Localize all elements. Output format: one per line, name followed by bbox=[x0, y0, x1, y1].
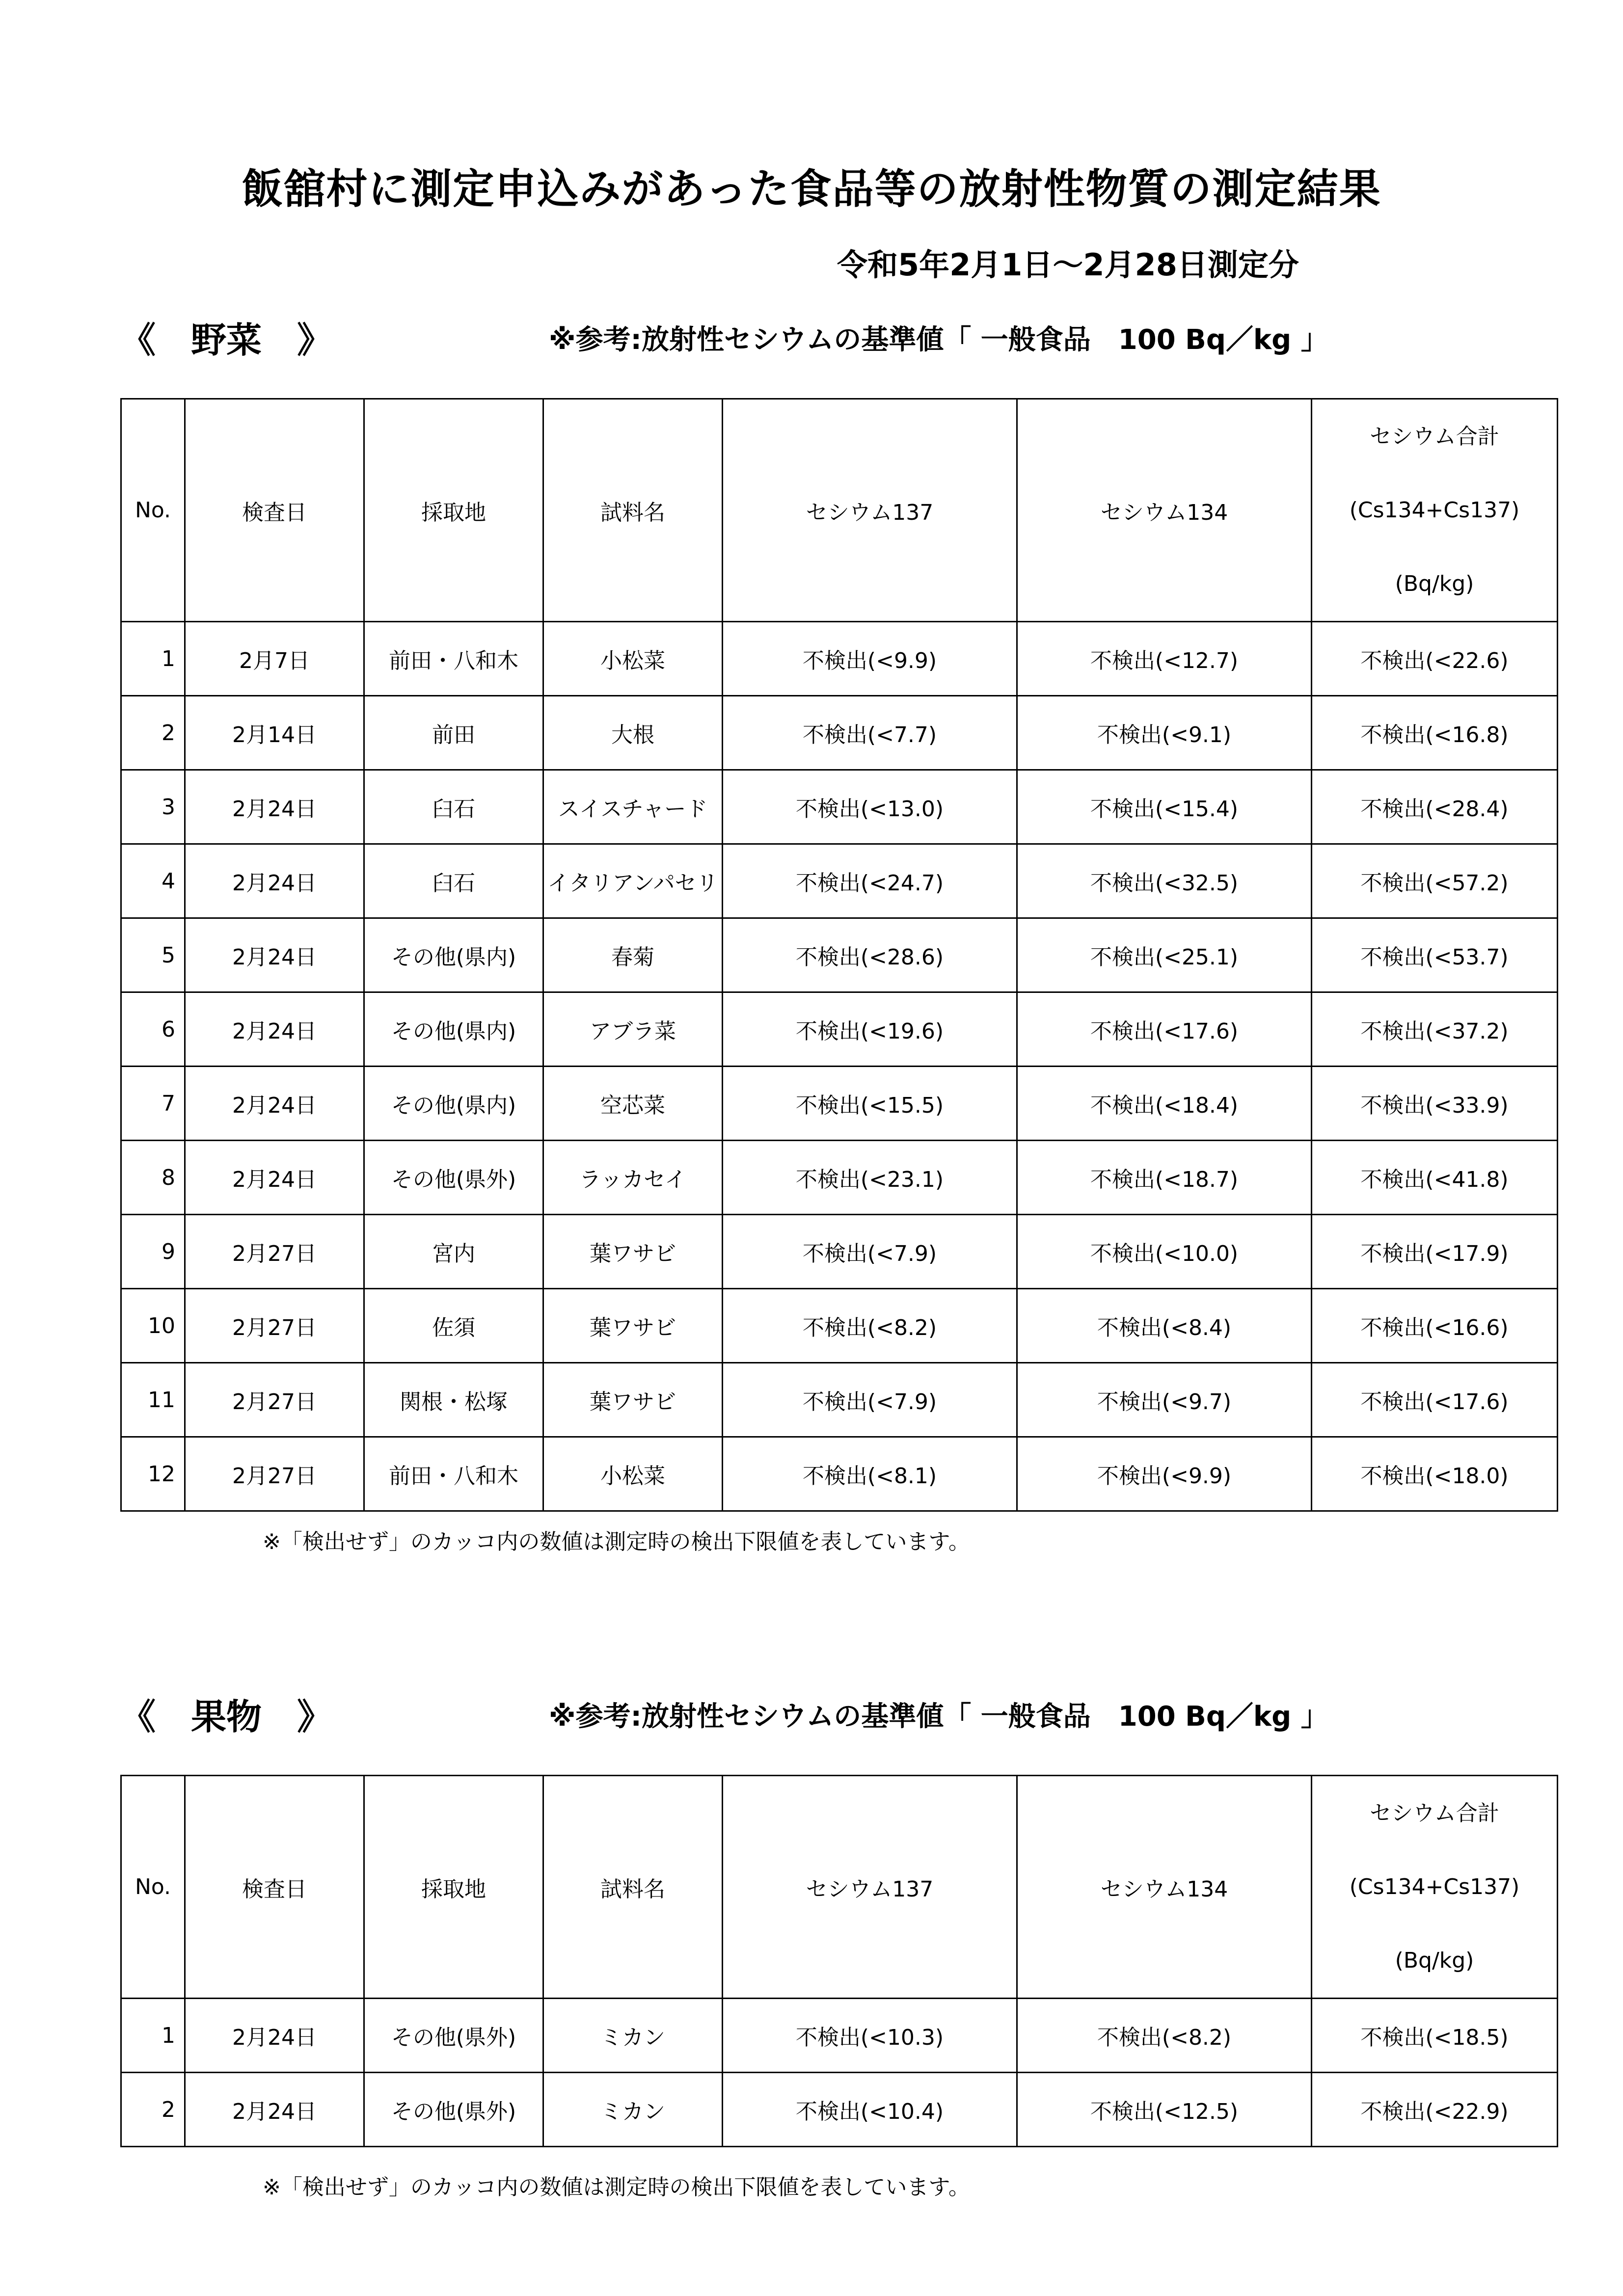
cell-no: 5 bbox=[121, 918, 185, 992]
header-total-line3: (Bq/kg) bbox=[1395, 571, 1474, 596]
section-title-vegetables: 《 野菜 》 bbox=[120, 320, 333, 361]
cell-cs137: 不検出(<19.6) bbox=[723, 992, 1017, 1067]
reference-note-fruits: ※参考:放射性セシウムの基準値「 一般食品 100 Bq／kg 」 bbox=[549, 1701, 1328, 1733]
table-row bbox=[121, 622, 1558, 696]
cell-location: 関根・松塚 bbox=[364, 1363, 543, 1437]
header-cs137: セシウム137 bbox=[723, 399, 1017, 622]
cell-sample: ラッカセイ bbox=[543, 1141, 723, 1215]
results-table-fruits bbox=[120, 1775, 1558, 2147]
cell-total: 不検出(<22.9) bbox=[1312, 2073, 1558, 2147]
header-total-line3: (Bq/kg) bbox=[1395, 1948, 1474, 1973]
header-cs134: セシウム134 bbox=[1017, 1776, 1312, 1999]
cell-cs134: 不検出(<12.5) bbox=[1017, 2073, 1312, 2147]
cell-date: 2月24日 bbox=[185, 2073, 364, 2147]
page-title: 飯舘村に測定申込みがあった食品等の放射性物質の測定結果 bbox=[242, 165, 1381, 213]
table-row bbox=[121, 844, 1558, 918]
cell-total: 不検出(<18.0) bbox=[1312, 1437, 1558, 1511]
cell-sample: ミカン bbox=[543, 1999, 723, 2073]
cell-no: 9 bbox=[121, 1215, 185, 1289]
cell-no: 11 bbox=[121, 1363, 185, 1437]
cell-date: 2月24日 bbox=[185, 1067, 364, 1141]
table-body-fruits bbox=[121, 1999, 1558, 2147]
cell-total: 不検出(<41.8) bbox=[1312, 1141, 1558, 1215]
table-header-row bbox=[121, 399, 1558, 622]
cell-no: 1 bbox=[121, 1999, 185, 2073]
header-total bbox=[1312, 1776, 1558, 1999]
cell-location: その他(県内) bbox=[364, 918, 543, 992]
cell-date: 2月27日 bbox=[185, 1289, 364, 1363]
cell-no: 1 bbox=[121, 622, 185, 696]
table-row bbox=[121, 1289, 1558, 1363]
header-cs134: セシウム134 bbox=[1017, 399, 1312, 622]
cell-sample: 小松菜 bbox=[543, 1437, 723, 1511]
cell-total: 不検出(<53.7) bbox=[1312, 918, 1558, 992]
cell-cs134: 不検出(<32.5) bbox=[1017, 844, 1312, 918]
cell-location: その他(県外) bbox=[364, 1141, 543, 1215]
cell-cs134: 不検出(<15.4) bbox=[1017, 770, 1312, 844]
header-total-line1: セシウム合計 bbox=[1370, 1800, 1499, 1826]
cell-location: 臼石 bbox=[364, 770, 543, 844]
header-total-line2: (Cs134+Cs137) bbox=[1349, 497, 1520, 523]
cell-date: 2月27日 bbox=[185, 1215, 364, 1289]
cell-cs137: 不検出(<13.0) bbox=[723, 770, 1017, 844]
cell-sample: スイスチャード bbox=[543, 770, 723, 844]
cell-date: 2月27日 bbox=[185, 1437, 364, 1511]
cell-cs134: 不検出(<25.1) bbox=[1017, 918, 1312, 992]
cell-location: 宮内 bbox=[364, 1215, 543, 1289]
cell-location: 前田・八和木 bbox=[364, 1437, 543, 1511]
cell-date: 2月7日 bbox=[185, 622, 364, 696]
cell-location: 前田・八和木 bbox=[364, 622, 543, 696]
cell-cs137: 不検出(<24.7) bbox=[723, 844, 1017, 918]
table-row bbox=[121, 2073, 1558, 2147]
cell-cs137: 不検出(<15.5) bbox=[723, 1067, 1017, 1141]
header-total bbox=[1312, 399, 1558, 622]
cell-total: 不検出(<18.5) bbox=[1312, 1999, 1558, 2073]
table-body-vegetables bbox=[121, 622, 1558, 1511]
table-row bbox=[121, 1437, 1558, 1511]
header-total-line2: (Cs134+Cs137) bbox=[1349, 1874, 1520, 1899]
cell-date: 2月24日 bbox=[185, 918, 364, 992]
table-row bbox=[121, 1363, 1558, 1437]
cell-sample: 大根 bbox=[543, 696, 723, 770]
table-row bbox=[121, 918, 1558, 992]
cell-cs137: 不検出(<10.3) bbox=[723, 1999, 1017, 2073]
cell-cs137: 不検出(<7.9) bbox=[723, 1215, 1017, 1289]
cell-sample: 空芯菜 bbox=[543, 1067, 723, 1141]
cell-location: その他(県内) bbox=[364, 1067, 543, 1141]
cell-sample: 葉ワサビ bbox=[543, 1363, 723, 1437]
cell-sample: アブラ菜 bbox=[543, 992, 723, 1067]
header-no: No. bbox=[121, 399, 185, 622]
cell-cs134: 不検出(<9.7) bbox=[1017, 1363, 1312, 1437]
cell-sample: 葉ワサビ bbox=[543, 1215, 723, 1289]
cell-no: 8 bbox=[121, 1141, 185, 1215]
cell-total: 不検出(<16.8) bbox=[1312, 696, 1558, 770]
cell-total: 不検出(<57.2) bbox=[1312, 844, 1558, 918]
cell-total: 不検出(<17.9) bbox=[1312, 1215, 1558, 1289]
table-row bbox=[121, 1999, 1558, 2073]
cell-cs134: 不検出(<8.4) bbox=[1017, 1289, 1312, 1363]
cell-cs137: 不検出(<10.4) bbox=[723, 2073, 1017, 2147]
cell-cs134: 不検出(<12.7) bbox=[1017, 622, 1312, 696]
reference-note-vegetables: ※参考:放射性セシウムの基準値「 一般食品 100 Bq／kg 」 bbox=[549, 324, 1328, 356]
cell-no: 10 bbox=[121, 1289, 185, 1363]
measurement-period: 令和5年2月1日～2月28日測定分 bbox=[837, 247, 1299, 283]
cell-cs137: 不検出(<23.1) bbox=[723, 1141, 1017, 1215]
cell-sample: ミカン bbox=[543, 2073, 723, 2147]
cell-cs137: 不検出(<8.1) bbox=[723, 1437, 1017, 1511]
cell-sample: 葉ワサビ bbox=[543, 1289, 723, 1363]
header-date: 検査日 bbox=[185, 1776, 364, 1999]
cell-date: 2月24日 bbox=[185, 1999, 364, 2073]
cell-date: 2月24日 bbox=[185, 1141, 364, 1215]
header-cs137: セシウム137 bbox=[723, 1776, 1017, 1999]
cell-location: 佐須 bbox=[364, 1289, 543, 1363]
section-title-fruits: 《 果物 》 bbox=[120, 1696, 333, 1737]
cell-location: その他(県外) bbox=[364, 1999, 543, 2073]
cell-cs137: 不検出(<7.7) bbox=[723, 696, 1017, 770]
cell-cs134: 不検出(<10.0) bbox=[1017, 1215, 1312, 1289]
table-row bbox=[121, 1215, 1558, 1289]
table-row bbox=[121, 1141, 1558, 1215]
cell-location: 前田 bbox=[364, 696, 543, 770]
cell-total: 不検出(<22.6) bbox=[1312, 622, 1558, 696]
cell-date: 2月24日 bbox=[185, 770, 364, 844]
header-location: 採取地 bbox=[364, 399, 543, 622]
table-row bbox=[121, 992, 1558, 1067]
cell-cs134: 不検出(<18.4) bbox=[1017, 1067, 1312, 1141]
cell-no: 2 bbox=[121, 2073, 185, 2147]
cell-no: 7 bbox=[121, 1067, 185, 1141]
table-header-row bbox=[121, 1776, 1558, 1999]
cell-date: 2月24日 bbox=[185, 844, 364, 918]
cell-date: 2月27日 bbox=[185, 1363, 364, 1437]
cell-cs137: 不検出(<8.2) bbox=[723, 1289, 1017, 1363]
footnote-fruits: ※「検出せず」のカッコ内の数値は測定時の検出下限値を表しています。 bbox=[263, 2175, 970, 2200]
cell-cs134: 不検出(<18.7) bbox=[1017, 1141, 1312, 1215]
cell-cs134: 不検出(<9.9) bbox=[1017, 1437, 1312, 1511]
cell-cs137: 不検出(<9.9) bbox=[723, 622, 1017, 696]
cell-cs137: 不検出(<7.9) bbox=[723, 1363, 1017, 1437]
cell-no: 12 bbox=[121, 1437, 185, 1511]
cell-date: 2月24日 bbox=[185, 992, 364, 1067]
header-sample: 試料名 bbox=[543, 399, 723, 622]
cell-no: 3 bbox=[121, 770, 185, 844]
cell-total: 不検出(<28.4) bbox=[1312, 770, 1558, 844]
cell-location: その他(県内) bbox=[364, 992, 543, 1067]
header-sample: 試料名 bbox=[543, 1776, 723, 1999]
cell-date: 2月14日 bbox=[185, 696, 364, 770]
header-date: 検査日 bbox=[185, 399, 364, 622]
cell-cs137: 不検出(<28.6) bbox=[723, 918, 1017, 992]
footnote-vegetables: ※「検出せず」のカッコ内の数値は測定時の検出下限値を表しています。 bbox=[263, 1529, 970, 1554]
cell-sample: 春菊 bbox=[543, 918, 723, 992]
header-no: No. bbox=[121, 1776, 185, 1999]
cell-total: 不検出(<37.2) bbox=[1312, 992, 1558, 1067]
table-row bbox=[121, 770, 1558, 844]
cell-cs134: 不検出(<17.6) bbox=[1017, 992, 1312, 1067]
cell-sample: イタリアンパセリ bbox=[543, 844, 723, 918]
cell-cs134: 不検出(<9.1) bbox=[1017, 696, 1312, 770]
cell-total: 不検出(<16.6) bbox=[1312, 1289, 1558, 1363]
table-row bbox=[121, 696, 1558, 770]
header-total-line1: セシウム合計 bbox=[1370, 424, 1499, 449]
results-table-vegetables bbox=[120, 398, 1558, 1512]
cell-cs134: 不検出(<8.2) bbox=[1017, 1999, 1312, 2073]
cell-no: 4 bbox=[121, 844, 185, 918]
cell-no: 2 bbox=[121, 696, 185, 770]
cell-sample: 小松菜 bbox=[543, 622, 723, 696]
cell-total: 不検出(<33.9) bbox=[1312, 1067, 1558, 1141]
cell-location: その他(県外) bbox=[364, 2073, 543, 2147]
cell-location: 臼石 bbox=[364, 844, 543, 918]
table-row bbox=[121, 1067, 1558, 1141]
cell-total: 不検出(<17.6) bbox=[1312, 1363, 1558, 1437]
cell-no: 6 bbox=[121, 992, 185, 1067]
header-location: 採取地 bbox=[364, 1776, 543, 1999]
